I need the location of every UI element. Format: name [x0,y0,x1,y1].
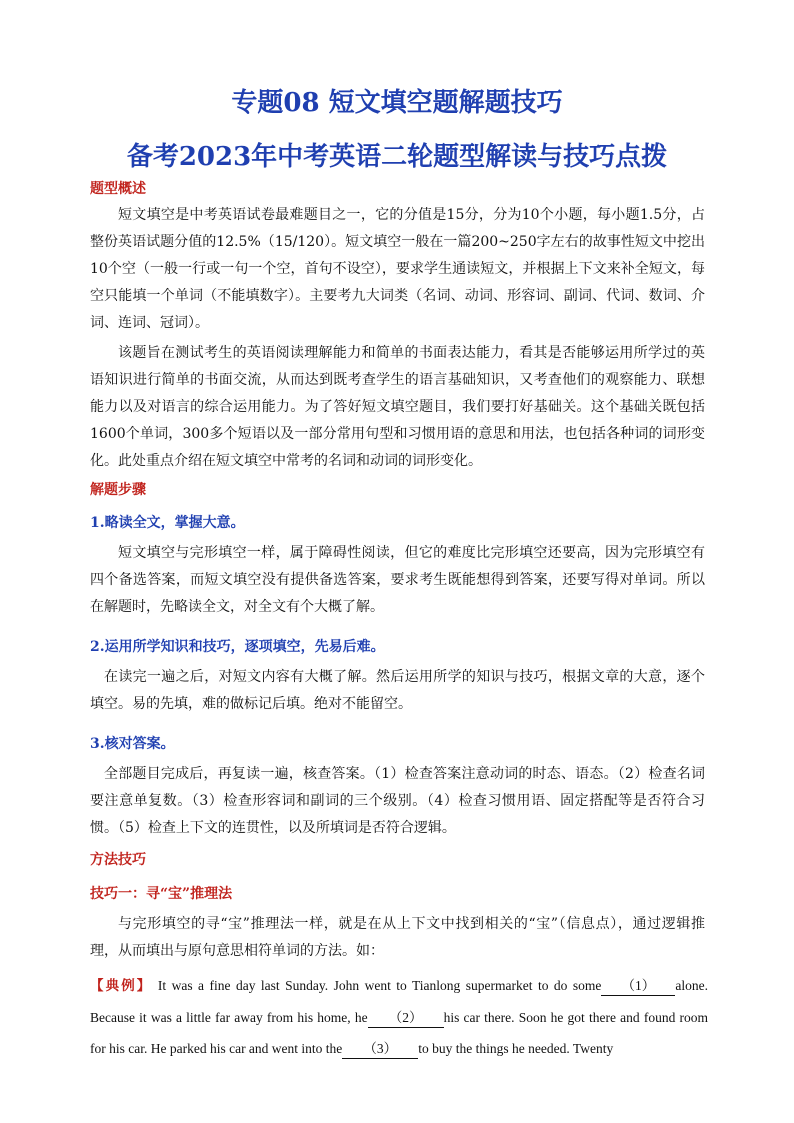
example-text-3: his car there. Soon he got there and found room for his car. He parked his car and went into the [90,1010,708,1056]
example-text-4: to buy the things he needed. Twenty [418,1041,614,1056]
tip-1-title: 技巧一：寻“宝”推理法 [90,886,233,902]
methods-heading: 方法技巧 [90,852,146,868]
example-tag: 【典例】 [90,978,153,994]
example-passage [90,970,708,1064]
blank-3: （3） [342,1040,418,1059]
overview-heading: 题型概述 [90,181,146,197]
example-text-2: alone. Because it was a little far away from his home, he [90,978,709,1025]
overview-paragraph-2: 该题旨在测试考生的英语阅读理解能力和简单的书面表达能力，看其是否能够运用所学过的英语知识进行简单的书面交流，从而达到既考查学生的语言基础知识，又考查他们的观察能力、联想能力以及对语言的综合运用能力。为了答好短文填空题目，我们要打好基础关。这个基础关既包括1600个单词，300多个短语以及一部分常用句型和习惯用语的意思和用法，也包括各种词的词形变化。此处重点介绍在短文填空中常考的名词和动词的词形变化。 [90,345,705,469]
document-title: 专题08 短文填空题解题技巧 [231,88,563,118]
tip-1-text: 与完形填空的寻“宝”推理法一样，就是在从上下文中找到相关的“宝”（信息点），通过逻辑推理，从而填出与原句意思相符单词的方法。如： [90,916,705,959]
step-2-title: 2.运用所学知识和技巧，逐项填空，先易后难。 [90,639,385,655]
step-1-title: 1.略读全文，掌握大意。 [90,515,245,531]
step-3-title: 3.核对答案。 [90,736,175,752]
example-text-1: It was a fine day last Sunday. John went to Tianlong supermarket to do some [152,978,602,993]
blank-1: （1） [601,977,675,996]
step-1-text: 短文填空与完形填空一样，属于障碍性阅读，但它的难度比完形填空还要高，因为完形填空有四个备选答案，而短文填空没有提供备选答案，要求考生既能想得到答案，还要写得对单词。所以在解题时，先略读全文，对全文有个大概了解。 [90,545,705,615]
steps-heading: 解题步骤 [90,482,146,498]
blank-2: （2） [368,1009,444,1028]
step-3-text: 全部题目完成后，再复读一遍，核查答案。（1）检查答案注意动词的时态、语态。（2）检查名词要注意单复数。（3）检查形容词和副词的三个级别。（4）检查习惯用语、固定搭配等是否符合习惯。（5）检查上下文的连贯性，以及所填词是否符合逻辑。 [90,766,705,836]
step-2-text: 在读完一遍之后，对短文内容有大概了解。然后运用所学的知识与技巧，根据文章的大意，逐个填空。易的先填，难的做标记后填。绝对不能留空。 [90,669,705,712]
document-subtitle: 备考2023年中考英语二轮题型解读与技巧点拨 [126,142,668,172]
overview-paragraph-1: 短文填空是中考英语试卷最难题目之一，它的分值是15分，分为10个小题，每小题1.5分，占整份英语试题分值的12.5%（15/120）。短文填空一般在一篇200~250字左右的故事性短文中挖出10个空（一般一行或一句一个空，首句不设空），要求学生通读短文，并根据上下文来补全短文，每空只能填一个单词（不能填数字）。主要考九大词类（名词、动词、形容词、副词、代词、数词、介词、连词、冠词）。 [90,207,705,331]
